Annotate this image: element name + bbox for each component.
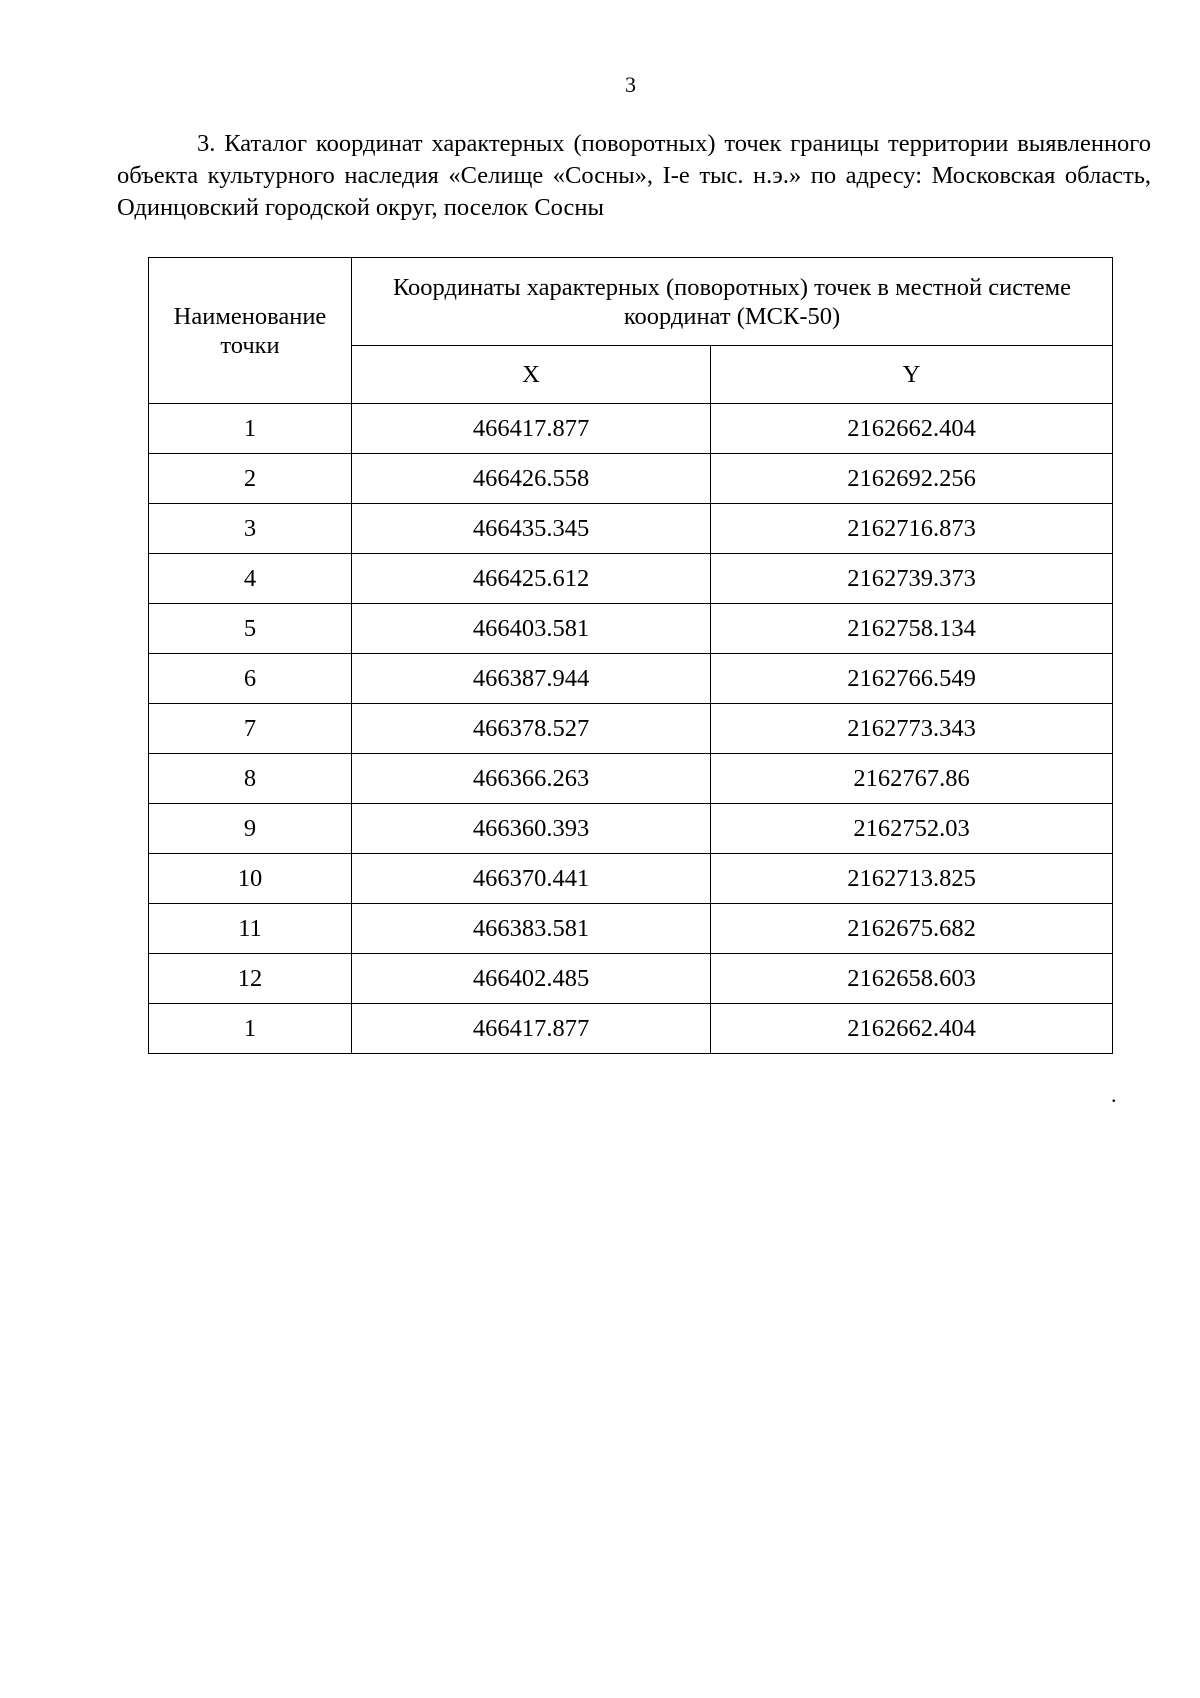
y-coordinate-cell: 2162766.549 [711, 654, 1113, 704]
x-coordinate-cell: 466403.581 [352, 604, 711, 654]
coordinates-header: Координаты характерных (поворотных) точек в местной системе координат (МСК-50) [352, 258, 1113, 346]
y-coordinate-cell: 2162716.873 [711, 504, 1113, 554]
point-name-cell: 10 [149, 854, 352, 904]
table-row [149, 754, 1113, 804]
table-row [149, 804, 1113, 854]
x-coordinate-cell: 466402.485 [352, 954, 711, 1004]
point-name-cell: 4 [149, 554, 352, 604]
point-name-cell: 3 [149, 504, 352, 554]
table-row [149, 454, 1113, 504]
x-coordinate-cell: 466426.558 [352, 454, 711, 504]
x-coordinate-cell: 466417.877 [352, 1004, 711, 1054]
table-row [149, 954, 1113, 1004]
y-coordinate-cell: 2162662.404 [711, 404, 1113, 454]
table-row [149, 904, 1113, 954]
y-coordinate-cell: 2162692.256 [711, 454, 1113, 504]
coordinates-table-body [149, 404, 1113, 1054]
point-name-cell: 8 [149, 754, 352, 804]
catalog-heading-text: 3. Каталог координат характерных (поворотных) точек границы территории выявленного объекта культурного наследия «Селище «Сосны», I-е тыс. н.э.» по адресу: Московская область, Одинцовский городской округ, поселок Сосны [117, 130, 1151, 221]
x-coordinate-cell: 466383.581 [352, 904, 711, 954]
y-coordinate-cell: 2162767.86 [711, 754, 1113, 804]
table-row [149, 404, 1113, 454]
coordinates-table [148, 257, 1113, 1054]
y-coordinate-cell: 2162773.343 [711, 704, 1113, 754]
y-coordinate-cell: 2162758.134 [711, 604, 1113, 654]
point-name-cell: 1 [149, 404, 352, 454]
y-coordinate-cell: 2162739.373 [711, 554, 1113, 604]
point-name-cell: 11 [149, 904, 352, 954]
coordinates-table-header [149, 258, 1113, 404]
point-name-cell: 1 [149, 1004, 352, 1054]
page-number: 3 [625, 72, 636, 97]
y-coordinate-cell: 2162658.603 [711, 954, 1113, 1004]
table-row [149, 654, 1113, 704]
table-row [149, 554, 1113, 604]
x-coordinate-cell: 466366.263 [352, 754, 711, 804]
point-name-cell: 12 [149, 954, 352, 1004]
point-name-cell: 7 [149, 704, 352, 754]
y-coordinate-cell: 2162713.825 [711, 854, 1113, 904]
x-coordinate-cell: 466360.393 [352, 804, 711, 854]
x-coordinate-cell: 466425.612 [352, 554, 711, 604]
y-coordinate-cell: 2162752.03 [711, 804, 1113, 854]
header-row-main [149, 258, 1113, 346]
x-header: X [352, 346, 711, 404]
point-name-cell: 9 [149, 804, 352, 854]
x-coordinate-cell: 466387.944 [352, 654, 711, 704]
point-name-header: Наименование точки [149, 258, 352, 404]
catalog-heading [117, 128, 1151, 224]
y-coordinate-cell: 2162662.404 [711, 1004, 1113, 1054]
table-row [149, 504, 1113, 554]
table-row [149, 604, 1113, 654]
trailing-mark: . [1111, 1082, 1117, 1107]
y-coordinate-cell: 2162675.682 [711, 904, 1113, 954]
point-name-cell: 6 [149, 654, 352, 704]
table-row [149, 854, 1113, 904]
y-header: Y [711, 346, 1113, 404]
table-row [149, 704, 1113, 754]
x-coordinate-cell: 466435.345 [352, 504, 711, 554]
point-name-cell: 5 [149, 604, 352, 654]
table-row [149, 1004, 1113, 1054]
x-coordinate-cell: 466378.527 [352, 704, 711, 754]
x-coordinate-cell: 466417.877 [352, 404, 711, 454]
x-coordinate-cell: 466370.441 [352, 854, 711, 904]
point-name-cell: 2 [149, 454, 352, 504]
